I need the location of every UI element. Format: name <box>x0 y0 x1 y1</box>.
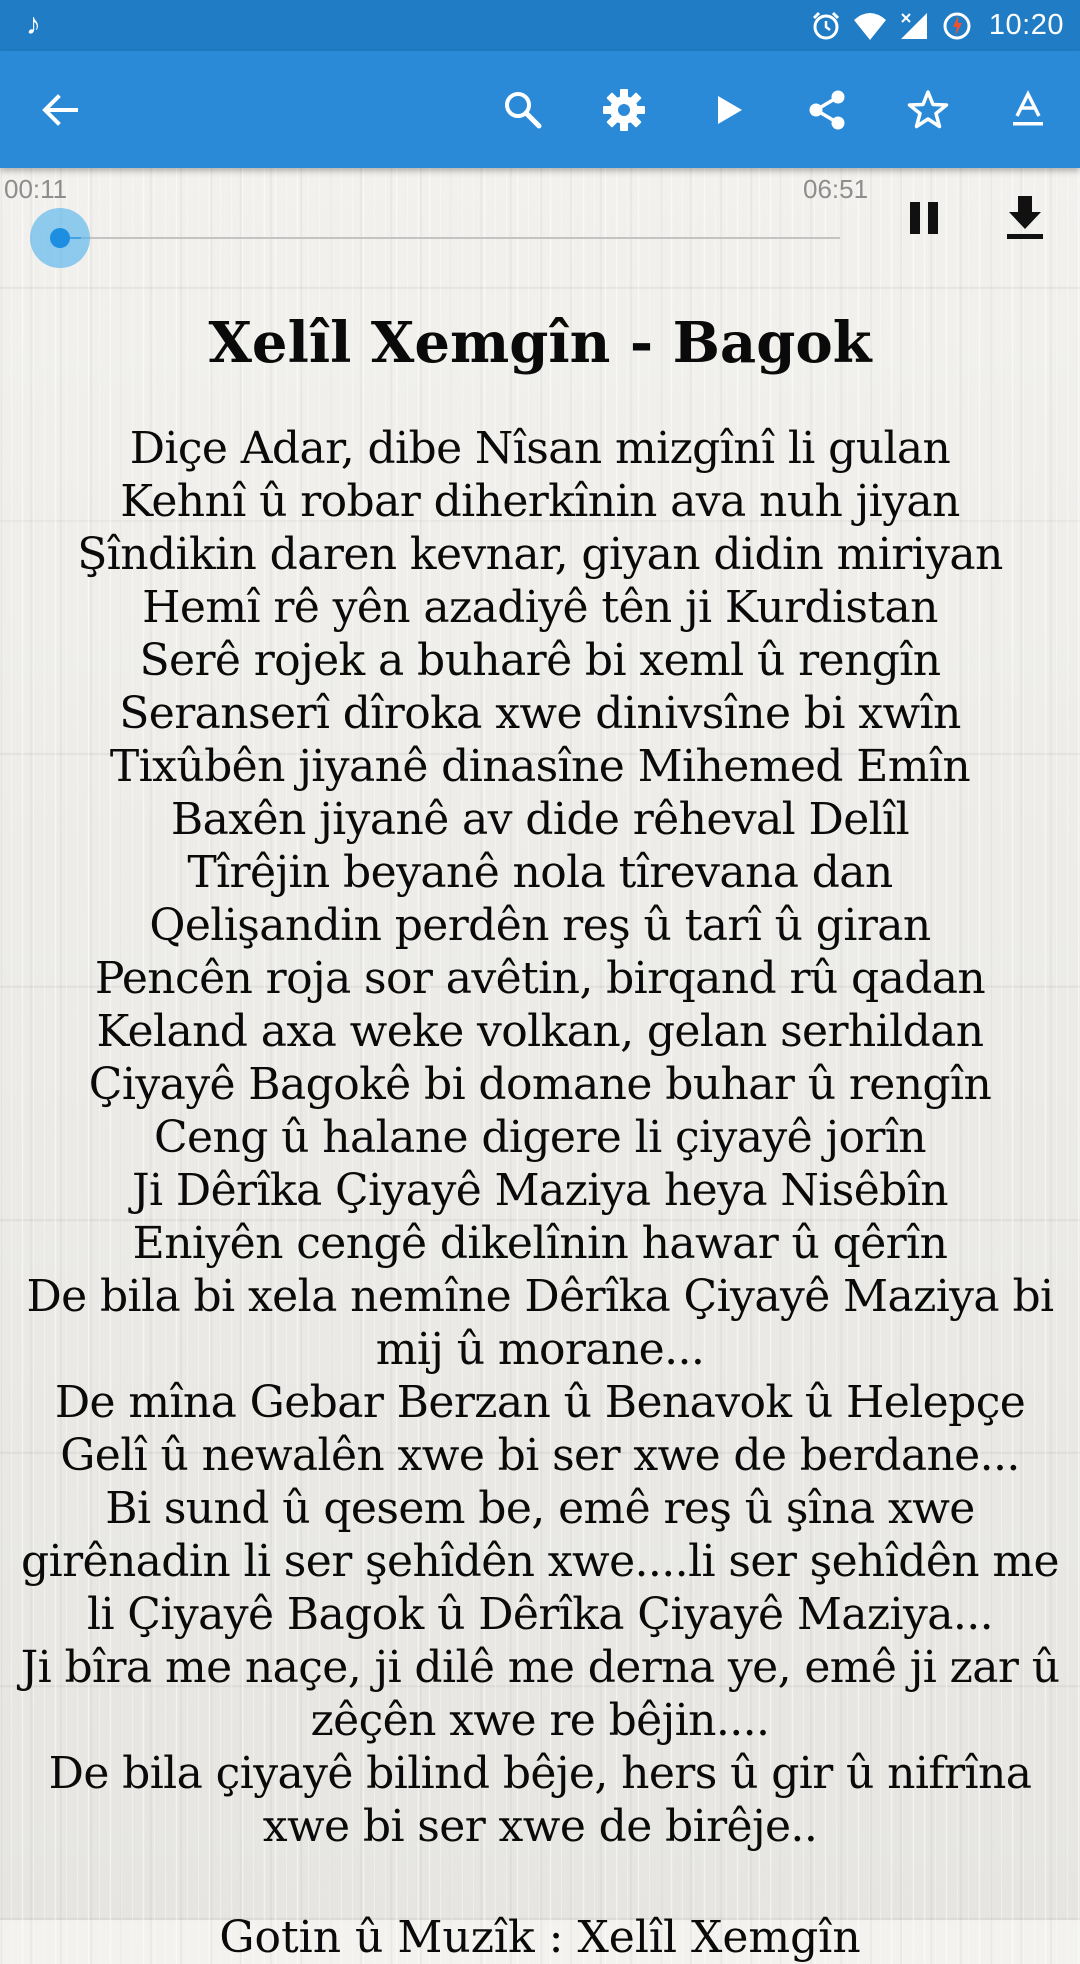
lyric-line: Bi sund û qesem be, emê reş û şîna xwe girênadin li ser şehîdên xwe....li ser şehîdên me li Çiyayê Bagok û Dêrîka Çiyayê Maziya... <box>21 1483 1059 1640</box>
lyric-line: Pencên roja sor avêtin, birqand rû qadan <box>94 953 986 1004</box>
lyric-line: Eniyên cengê dikelînin hawar û qêrîn <box>132 1218 948 1269</box>
lyrics <box>16 422 1064 1853</box>
pause-button[interactable] <box>892 186 956 250</box>
download-icon <box>1003 194 1047 242</box>
lyric-line: Tîrêjin beyanê nola tîrevana dan <box>187 847 893 898</box>
arrow-back-icon <box>40 90 80 130</box>
status-bar <box>0 0 1080 51</box>
lyric-line: De bila çiyayê bilind bêje, hers û gir û nifrîna xwe bi ser xwe de birêje.. <box>48 1748 1032 1852</box>
app-toolbar <box>0 51 1080 168</box>
back-button[interactable] <box>20 51 100 168</box>
play-icon <box>710 92 746 128</box>
lyric-line: Tixûbên jiyanê dinasîne Mihemed Emîn <box>109 741 971 792</box>
lyric-line: Ceng û halane digere li çiyayê jorîn <box>153 1112 927 1163</box>
search-icon <box>503 90 543 130</box>
lyric-line: Diçe Adar, dibe Nîsan mizgînî li gulan <box>129 423 951 474</box>
lyric-line: Ji bîra me naçe, ji dilê me derna ye, emê ji zar û zêçên xwe re bêjin.... <box>20 1642 1060 1746</box>
settings-icon <box>602 88 646 132</box>
lyric-line: Gelî û newalên xwe bi ser xwe de berdane... <box>60 1430 1020 1481</box>
music-note-icon: ♪ <box>26 8 41 41</box>
lyric-line: Kehnî û robar diherkînin ava nuh jiyan <box>120 476 960 527</box>
total-time: 06:51 <box>803 174 869 204</box>
lyric-line: Şîndikin daren kevnar, giyan didin miriyan <box>77 529 1003 580</box>
pause-icon <box>906 198 942 238</box>
status-time: 10:20 <box>988 9 1064 41</box>
share-icon <box>806 89 848 131</box>
lyric-line: Qelişandin perdên reş û tarî û giran <box>149 900 931 951</box>
seek-bar[interactable] <box>60 237 840 239</box>
lyric-line: Serê rojek a buharê bi xeml û rengîn <box>139 635 941 686</box>
favorite-button[interactable] <box>888 51 968 168</box>
search-button[interactable] <box>483 51 563 168</box>
lyric-line: Seranserî dîroka xwe dinivsîne bi xwîn <box>119 688 961 739</box>
settings-button[interactable] <box>584 51 664 168</box>
alarm-icon <box>811 11 841 41</box>
play-button[interactable] <box>688 51 768 168</box>
status-icons <box>811 0 1064 51</box>
lyric-line: Çiyayê Bagokê bi domane buhar û rengîn <box>88 1059 992 1110</box>
lyrics-content <box>16 308 1064 1964</box>
signal-icon <box>899 11 929 41</box>
share-button[interactable] <box>787 51 867 168</box>
text-format-icon <box>1008 90 1048 130</box>
current-time: 00:11 <box>4 174 68 204</box>
lyric-line: De mîna Gebar Berzan û Benavok û Helepçe <box>54 1377 1026 1428</box>
lyric-line: Ji Dêrîka Çiyayê Maziya heya Nisêbîn <box>132 1165 948 1216</box>
lyric-line: De bila bi xela nemîne Dêrîka Çiyayê Maziya bi mij û morane... <box>26 1271 1054 1375</box>
star-icon <box>906 88 950 132</box>
lyric-line: Keland axa weke volkan, gelan serhildan <box>96 1006 984 1057</box>
lyric-line: Baxên jiyanê av dide rêheval Delîl <box>170 794 910 845</box>
song-credits: Gotin û Muzîk : Xelîl Xemgîn <box>219 1912 861 1963</box>
data-saver-icon <box>941 10 973 42</box>
lyric-line: Hemî rê yên azadiyê tên ji Kurdistan <box>142 582 938 633</box>
song-title: Xelîl Xemgîn - Bagok <box>208 310 872 376</box>
seek-bar-thumb[interactable] <box>30 208 90 268</box>
text-format-button[interactable] <box>988 51 1068 168</box>
download-button[interactable] <box>993 186 1057 250</box>
wifi-icon <box>853 11 887 41</box>
